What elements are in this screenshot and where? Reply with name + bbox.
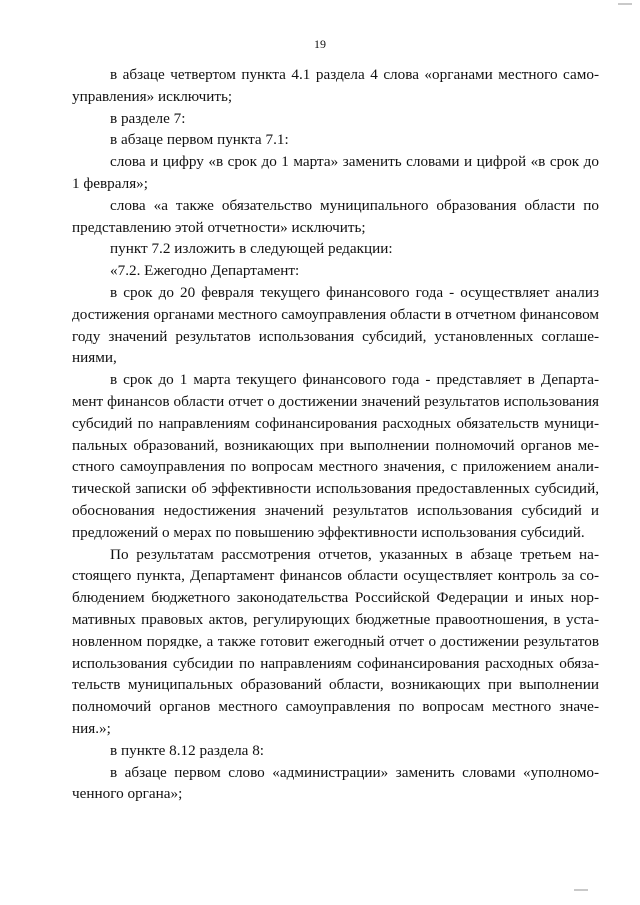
page-number: 19 <box>314 37 326 51</box>
paragraph-1: в абзаце четвертом пункта 4.1 раздела 4 слова «органами местного самоуправления» исключить; <box>72 66 599 105</box>
paragraph-11: в пункте 8.12 раздела 8: <box>110 741 265 759</box>
paragraph-3: в абзаце первом пункта 7.1: <box>110 131 289 149</box>
paragraph-7: «7.2. Ежегодно Департамент: <box>110 262 300 280</box>
paragraph-4: слова и цифру «в срок до 1 марта» заменить словами и цифрой «в срок до 1 февраля»; <box>72 153 599 192</box>
paragraph-10: По результатам рассмотрения отчетов, указанных в абзаце третьем настоящего пункта, Департамент финансов области осуществляет контроль за соблюдением бюджетного законодательства Российской Федерации и иных нормативных правовых актов, регулирующих бюджетные правоотношения, в установленном порядке, а также готовит ежегодный отчет о достижении результатов использования субсидии по направлениям софинансирования расходных обязательств муниципальных образований области, возникающих при выполнении полномочий органов местного самоуправления по вопросам местного значения.»; <box>72 545 599 737</box>
scan-mark <box>618 3 632 5</box>
document-body <box>72 64 599 805</box>
paragraph-9: в срок до 1 марта текущего финансового года - представляет в Департамент финансов области отчет о достижении значений результатов использования субсидий по направлениям софинансирования расходных обязательств муниципальных образований, возникающих при выполнении полномочий органов местного самоуправления по вопросам местного значения, с приложением аналитической записки об эффективности использования предоставленных субсидий, обоснования недостижения значений результатов использования субсидий и предложений о мерах по повышению эффективности использования субсидий. <box>72 371 599 541</box>
paragraph-5: слова «а также обязательство муниципального образования области по представлению этой отчетности» исключить; <box>72 196 599 236</box>
scan-mark <box>574 889 588 891</box>
paragraph-2: в разделе 7: <box>110 109 186 127</box>
paragraph-12: в абзаце первом слово «администрации» заменить словами «уполномоченного органа»; <box>72 763 599 803</box>
paragraph-8: в срок до 20 февраля текущего финансового года - осуществляет анализ достижения органами местного самоуправления области в отчетном финансовом году значений результатов использования субсидий, установленных соглашениями, <box>72 283 599 367</box>
paragraph-6: пункт 7.2 изложить в следующей редакции: <box>110 240 393 258</box>
